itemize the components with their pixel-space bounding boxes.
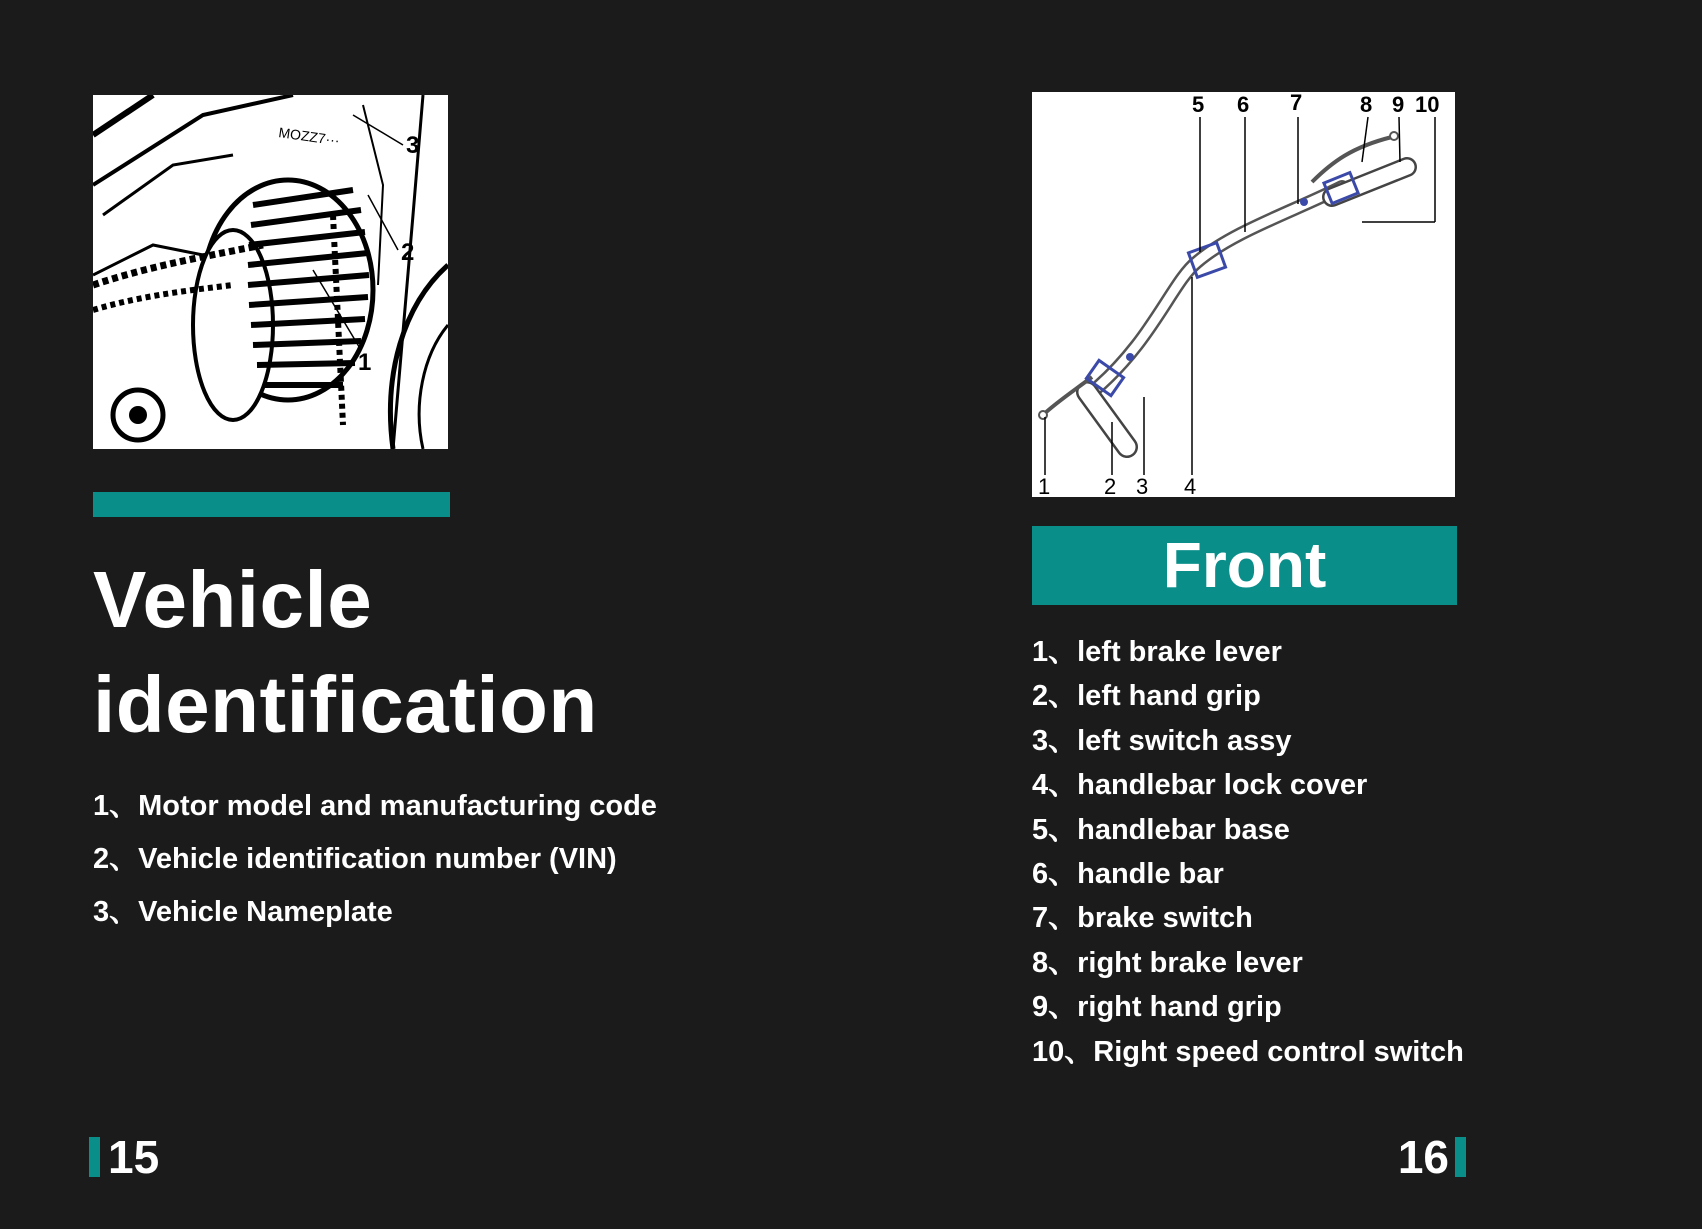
callout-2: 2 [401, 239, 415, 266]
callout-10: 10 [1415, 92, 1440, 117]
callout-1: 1 [358, 349, 372, 376]
list-item: 3、left switch assy [1032, 724, 1292, 757]
front-parts-list [1032, 630, 1464, 1074]
svg-text:MOZZ7···: MOZZ7··· [277, 124, 341, 149]
page-title-line-2: identification [93, 660, 598, 749]
callout-8: 8 [1360, 92, 1373, 117]
list-item: 1、left brake lever [1032, 636, 1282, 668]
list-item: 7、brake switch [1032, 902, 1253, 935]
page-number-16 [1398, 1130, 1466, 1184]
page-number-15 [89, 1130, 159, 1184]
handlebar-line-drawing [1032, 92, 1455, 497]
callout-3: 3 [406, 132, 420, 159]
motor-identification-figure [93, 95, 448, 449]
callout-9: 9 [1392, 92, 1405, 117]
list-item: 2、Vehicle identification number (VIN) [93, 843, 617, 875]
identification-list [93, 785, 657, 944]
callout-4: 4 [1184, 474, 1197, 497]
list-item: 2、left hand grip [1032, 680, 1261, 713]
page-right [851, 0, 1702, 1229]
callout-6: 6 [1237, 92, 1250, 117]
accent-bar [93, 492, 450, 517]
callout-2: 2 [1104, 474, 1117, 497]
list-item: 1、Motor model and manufacturing code [93, 790, 657, 822]
page-number-text: 15 [108, 1131, 160, 1183]
list-item: 8、right brake lever [1032, 946, 1303, 979]
callout-5: 5 [1192, 92, 1205, 117]
page-marker [1455, 1137, 1466, 1177]
list-item: 5、handlebar base [1032, 813, 1290, 846]
list-item: 4、handlebar lock cover [1032, 769, 1368, 802]
list-item: 6、handle bar [1032, 857, 1224, 890]
handlebar-figure [1032, 92, 1455, 497]
motor-line-drawing [93, 95, 448, 449]
callout-1: 1 [1038, 474, 1051, 497]
page-number-text: 16 [1397, 1131, 1449, 1183]
page-title-line-1: Vehicle [93, 555, 373, 644]
page-marker [89, 1137, 100, 1177]
callout-7: 7 [1290, 92, 1303, 115]
list-item: 9、right hand grip [1032, 991, 1282, 1024]
callout-3: 3 [1136, 474, 1149, 497]
list-item: 3、Vehicle Nameplate [93, 896, 393, 928]
front-banner: Front [1032, 526, 1457, 605]
list-item: 10、Right speed control switch [1032, 1035, 1464, 1068]
